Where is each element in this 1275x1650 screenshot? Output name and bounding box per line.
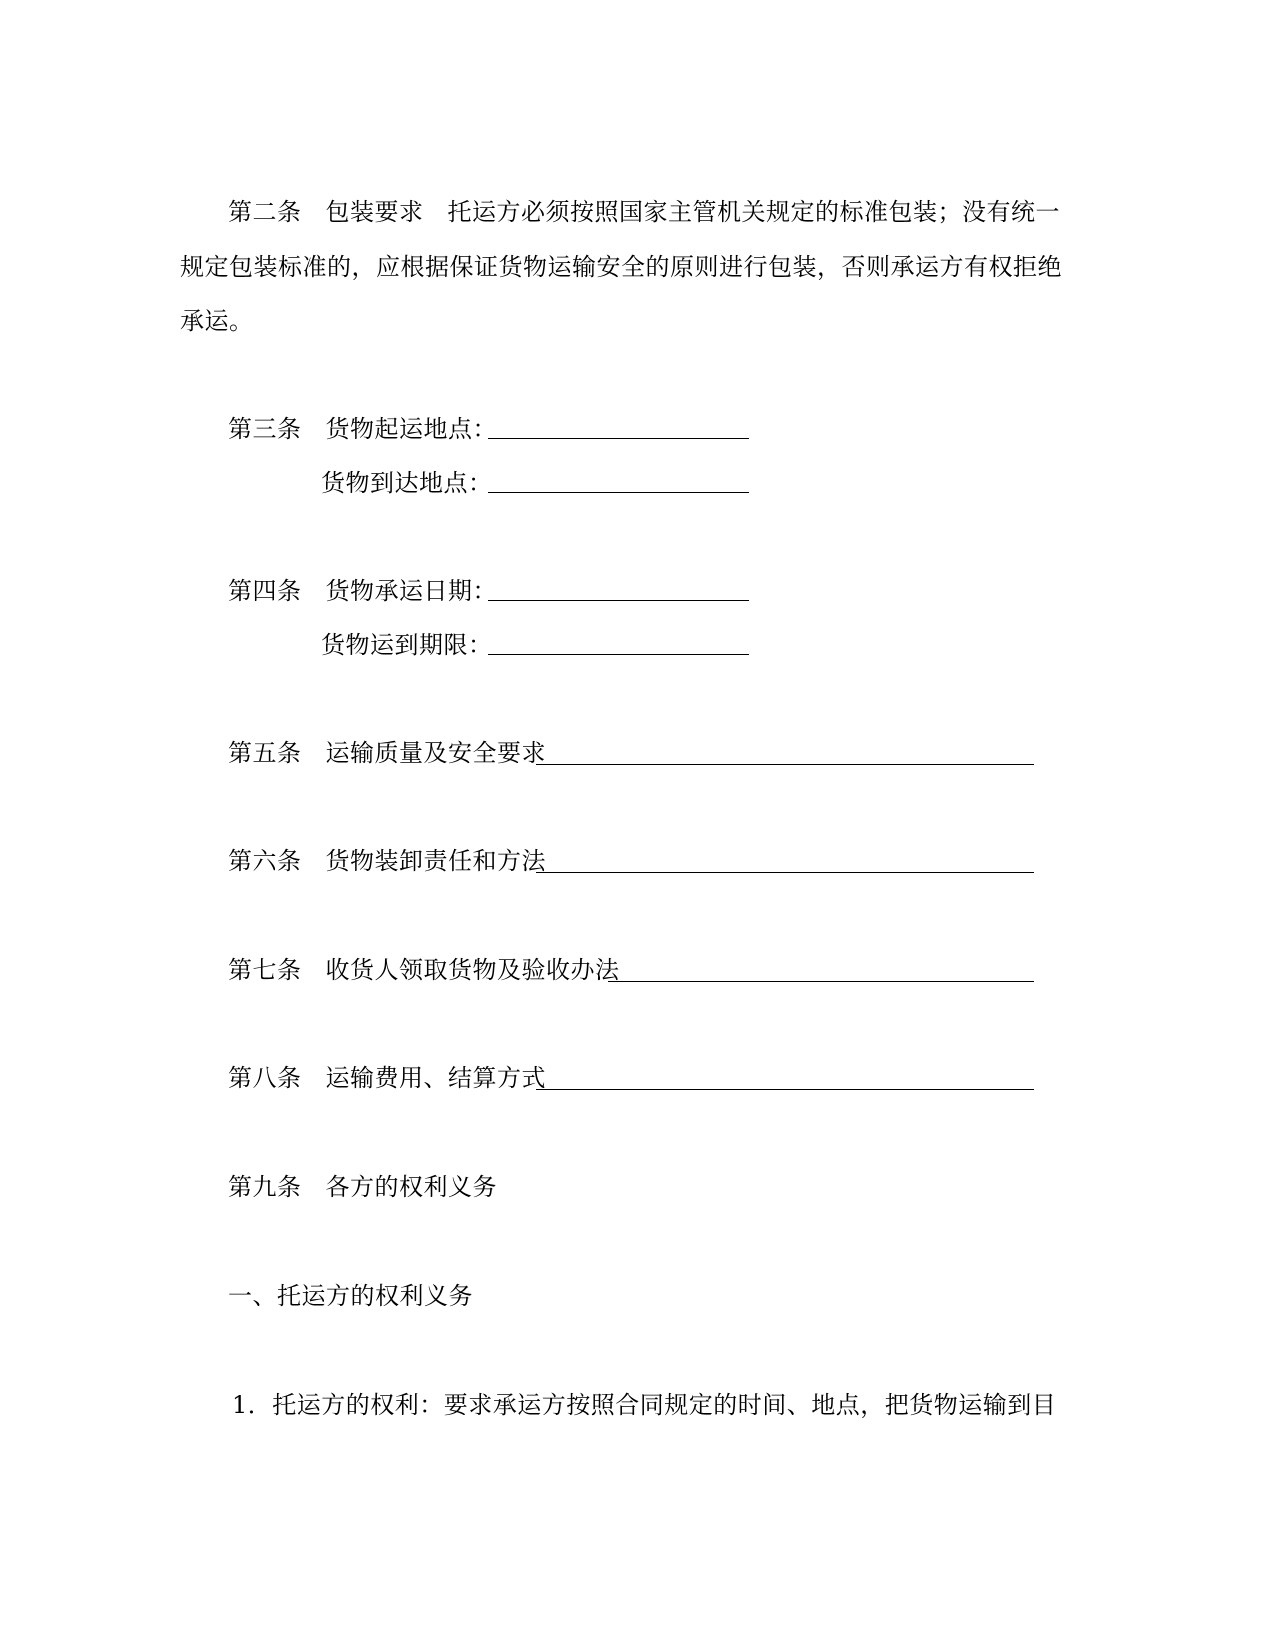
carriage-date-field[interactable] bbox=[488, 600, 749, 601]
article7-label: 第七条 bbox=[228, 956, 302, 984]
delivery-deadline-field[interactable] bbox=[488, 654, 749, 655]
article7-line bbox=[228, 955, 620, 985]
article8-label: 第八条 bbox=[228, 1064, 302, 1092]
destination-location-field[interactable] bbox=[488, 492, 749, 493]
destination-location-label: 货物到达地点： bbox=[321, 469, 493, 497]
article5-line bbox=[228, 738, 546, 768]
article8-line bbox=[228, 1063, 546, 1093]
article9-label: 第九条 bbox=[228, 1173, 302, 1201]
article3-label: 第三条 bbox=[228, 415, 302, 443]
article6-line bbox=[228, 846, 546, 876]
section1-heading: 一、托运方的权利义务 bbox=[228, 1282, 473, 1310]
article2-text-line1: 托运方必须按照国家主管机关规定的标准包装；没有统一 bbox=[447, 198, 1060, 226]
origin-location-label: 货物起运地点： bbox=[325, 415, 497, 443]
transport-quality-field[interactable] bbox=[536, 764, 1034, 765]
article8-text: 运输费用、结算方式 bbox=[325, 1064, 546, 1092]
carriage-date-label: 货物承运日期： bbox=[325, 577, 497, 605]
article2-text-line2: 规定包装标准的，应根据保证货物运输安全的原则进行包装，否则承运方有权拒绝 bbox=[180, 253, 1062, 281]
article9-text: 各方的权利义务 bbox=[325, 1173, 497, 1201]
article4-label: 第四条 bbox=[228, 577, 302, 605]
article6-text: 货物装卸责任和方法 bbox=[325, 847, 546, 875]
item1-text: 托运方的权利：要求承运方按照合同规定的时间、地点，把货物运输到目 bbox=[272, 1391, 1057, 1419]
article5-text: 运输质量及安全要求 bbox=[325, 739, 546, 767]
item1-number: 1． bbox=[232, 1391, 273, 1419]
item1-line bbox=[232, 1390, 1056, 1420]
article4-line1 bbox=[228, 576, 497, 606]
acceptance-method-field[interactable] bbox=[608, 981, 1034, 982]
article9-line bbox=[228, 1172, 497, 1202]
loading-method-field[interactable] bbox=[536, 872, 1034, 873]
article6-label: 第六条 bbox=[228, 847, 302, 875]
article5-label: 第五条 bbox=[228, 739, 302, 767]
article7-text: 收货人领取货物及验收办法 bbox=[325, 956, 620, 984]
payment-method-field[interactable] bbox=[536, 1089, 1034, 1090]
origin-location-field[interactable] bbox=[488, 438, 749, 439]
article3-line1 bbox=[228, 414, 497, 444]
article2-label: 第二条 bbox=[228, 198, 302, 226]
delivery-deadline-label: 货物运到期限： bbox=[321, 631, 493, 659]
article2-title: 包装要求 bbox=[325, 198, 424, 226]
article2-line1 bbox=[228, 197, 1060, 227]
article2-text-line3: 承运。 bbox=[180, 307, 254, 335]
